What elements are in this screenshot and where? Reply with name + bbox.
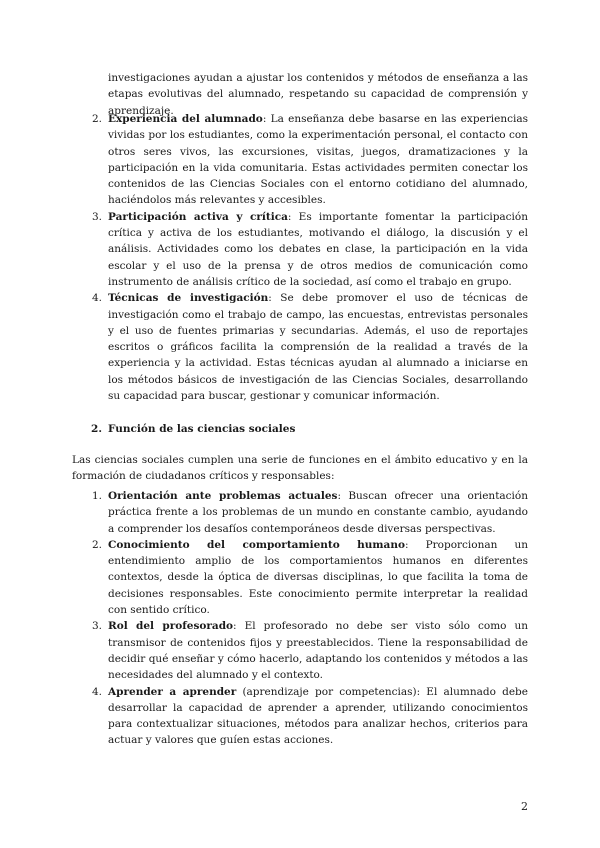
list-item (72, 684, 528, 749)
page-number: 2 (521, 800, 528, 813)
list-item-number: 2. (91, 113, 102, 125)
list-item (72, 488, 528, 537)
list-item-number: 3. (91, 620, 102, 633)
list-item-text: : La enseñanza debe basarse en las experiencias vividas por los estudiantes, como la experimentación personal, el contacto con otros seres vivos, las excursiones, visitas, juegos, dramatizaciones y la participación en la vida comunitaria. Estas actividades permiten conectar los contenidos de las Ciencias Sociales con el entorno cotidiano del alumnado, haciéndolos más relevantes y accesibles. (108, 113, 528, 207)
list-item (72, 209, 528, 290)
list-item-title: Orientación ante problemas actuales (108, 490, 338, 502)
section-number: 2. (91, 423, 102, 435)
functions-list (72, 488, 528, 749)
section-title: Función de las ciencias sociales (108, 423, 296, 435)
list-item-text: : El profesorado no debe ser visto sólo como un transmisor de contenidos fijos y preestablecidos. Tiene la responsabilidad de decidir qué enseñar y cómo hacerlo, adaptando los contenidos y métodos a las necesidades del alumnado y el contexto. (108, 620, 529, 682)
list-item-title: Conocimiento del comportamiento humano (108, 538, 405, 551)
section-heading (72, 423, 295, 435)
intro-paragraph: Las ciencias sociales cumplen una serie de funciones en el ámbito educativo y en la formación de ciudadanos críticos y responsables: (72, 454, 528, 483)
list-item (72, 537, 528, 618)
list-item (72, 111, 528, 209)
list-item-text: : Proporcionan un entendimiento amplio de los comportamientos humanos en diferentes contextos, desde la óptica de diversas disciplinas, lo que facilita la toma de decisiones responsables. Este conocimiento permite interpretar la realidad con sentido crítico. (108, 538, 528, 617)
methodology-list (72, 111, 528, 404)
list-item-text: : Buscan ofrecer una orientación práctica frente a los problemas de un mundo en constante cambio, ayudando a comprender los desafíos contemporáneos desde diversas perspectivas. (108, 490, 528, 535)
list-item-text: : Es importante fomentar la participación crítica y activa de los estudiantes, motivando el diálogo, la discusión y el análisis. Actividades como los debates en clase, la participación en la vida escolar y el uso de la prensa y de otros medios de comunicación como instrumento de análisis crítico de la sociedad, así como el trabajo en grupo. (108, 210, 528, 288)
list-item-text: (aprendizaje por competencias): El alumnado debe desarrollar la capacidad de aprender a aprender, utilizando conocimientos para contextualizar situaciones, métodos para analizar hechos, criterios para actuar y valores que guíen estas acciones. (108, 685, 528, 747)
list-item-title: Aprender a aprender (108, 685, 237, 698)
list-item-title: Rol del profesorado (108, 620, 234, 633)
list-item-title: Participación activa y crítica (108, 210, 288, 223)
list-item (72, 290, 528, 404)
list-item-number: 4. (91, 685, 102, 698)
list-item-number: 4. (91, 292, 102, 305)
list-item-title: Técnicas de investigación (108, 292, 269, 305)
list-item-text: : Se debe promover el uso de técnicas de investigación como el trabajo de campo, las encuestas, entrevistas personales y el uso de fuentes primarias y secundarias. Además, el uso de reportajes escritos o gráficos facilita la comprensión de la realidad a través de la experiencia y la actividad. Estas técnicas ayudan al alumnado a iniciarse en los métodos básicos de investigación de las Ciencias Sociales, desarrollando su capacidad para buscar, gestionar y comunicar información. (108, 292, 528, 403)
list-item (72, 618, 528, 683)
list-item-number: 2. (91, 538, 102, 551)
list-item-number: 3. (91, 210, 102, 223)
list-item-title: Experiencia del alumnado (108, 113, 263, 125)
continuation-paragraph: investigaciones ayudan a ajustar los contenidos y métodos de enseñanza a las etapas evolutivas del alumnado, respetando su capacidad de comprensión y aprendizaje. (108, 72, 528, 117)
list-item-number: 1. (91, 490, 102, 502)
